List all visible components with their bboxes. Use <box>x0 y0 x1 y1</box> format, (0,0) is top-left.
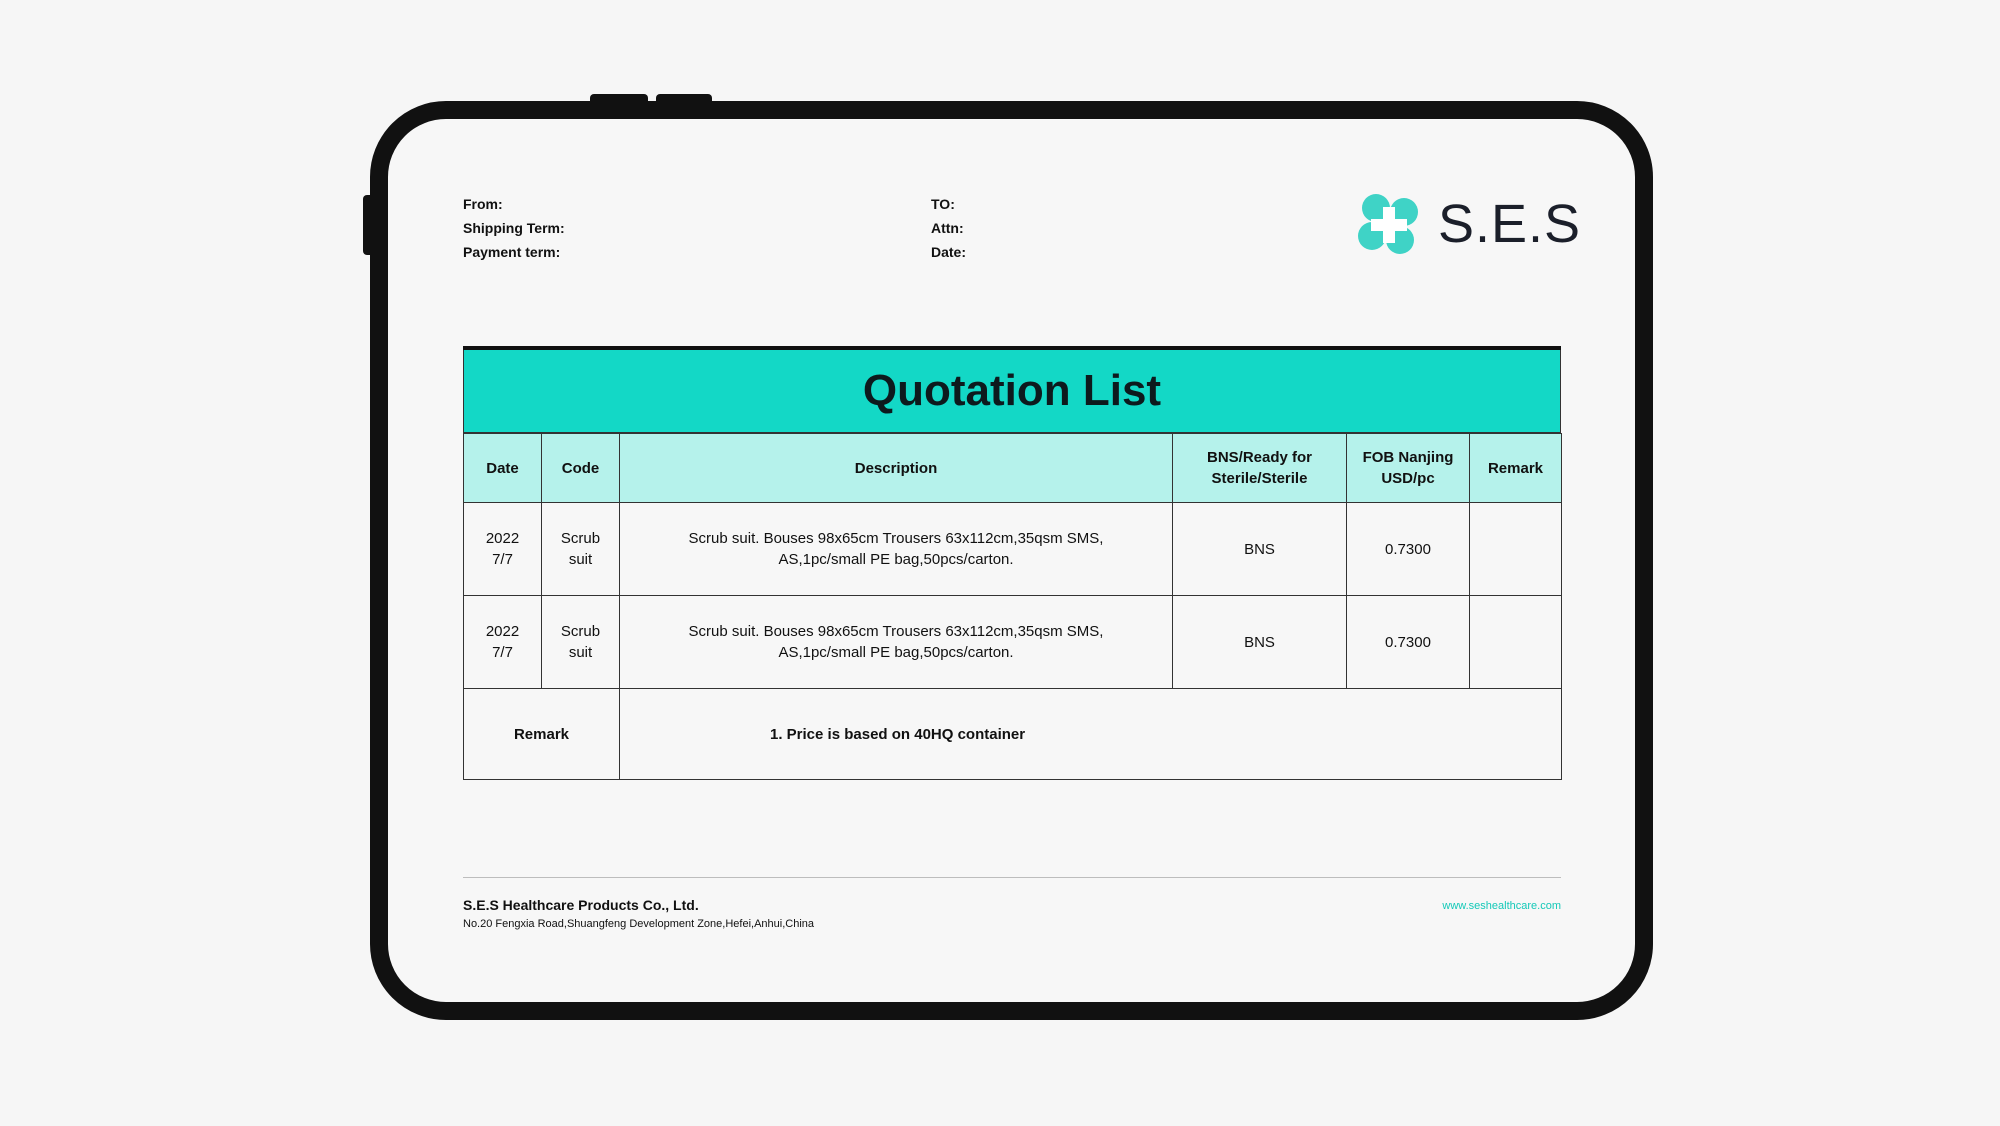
date-day: 7/7 <box>492 551 513 568</box>
medical-cross-clover-icon <box>1352 188 1424 260</box>
description-line: Scrub suit. Bouses 98x65cm Trousers 63x112cm,35qsm SMS, <box>688 623 1104 640</box>
remark-label: Remark <box>464 689 620 780</box>
code-cell <box>542 503 620 596</box>
column-header-code: Code <box>542 434 620 503</box>
price-cell: 0.7300 <box>1347 596 1470 689</box>
recipient-fields <box>931 192 966 264</box>
date-label: Date: <box>931 244 967 260</box>
date-cell <box>464 503 542 596</box>
remark-text: 1. Price is based on 40HQ container <box>620 689 1562 780</box>
column-header-date: Date <box>464 434 542 503</box>
date-cell <box>464 596 542 689</box>
remark-cell <box>1470 596 1562 689</box>
description-cell <box>620 596 1173 689</box>
website-link[interactable]: www.seshealthcare.com <box>1442 900 1561 912</box>
from-label: From: <box>463 196 503 212</box>
table-row <box>464 503 1562 596</box>
code-line: Scrub <box>560 623 601 640</box>
status-cell: BNS <box>1173 503 1347 596</box>
footer-divider <box>463 877 1561 878</box>
code-line: suit <box>568 644 593 661</box>
company-address: No.20 Fengxia Road,Shuangfeng Development Zone,Hefei,Anhui,China <box>463 918 815 930</box>
code-line: suit <box>568 551 593 568</box>
logo-text: S.E.S <box>1438 194 1582 254</box>
date-year: 2022 <box>485 530 520 547</box>
remark-row <box>464 689 1562 780</box>
price-cell: 0.7300 <box>1347 503 1470 596</box>
quotation-table <box>463 346 1561 780</box>
company-logo <box>1352 188 1581 260</box>
remark-cell <box>1470 503 1562 596</box>
column-header-price: FOB Nanjing USD/pc <box>1347 434 1470 503</box>
table-row <box>464 596 1562 689</box>
description-line: Scrub suit. Bouses 98x65cm Trousers 63x112cm,35qsm SMS, <box>688 530 1104 547</box>
status-cell: BNS <box>1173 596 1347 689</box>
code-line: Scrub <box>560 530 601 547</box>
date-day: 7/7 <box>492 644 513 661</box>
quotation-grid <box>463 433 1562 780</box>
quotation-title: Quotation List <box>463 350 1561 433</box>
payment-term-label: Payment term: <box>463 244 561 260</box>
shipping-term-label: Shipping Term: <box>463 220 565 236</box>
column-header-remark: Remark <box>1470 434 1562 503</box>
column-header-description: Description <box>620 434 1173 503</box>
description-line: AS,1pc/small PE bag,50pcs/carton. <box>778 551 1014 568</box>
attn-label: Attn: <box>931 220 964 236</box>
description-line: AS,1pc/small PE bag,50pcs/carton. <box>778 644 1014 661</box>
date-year: 2022 <box>485 623 520 640</box>
sender-fields <box>463 192 565 264</box>
company-name: S.E.S Healthcare Products Co., Ltd. <box>463 897 699 913</box>
description-cell <box>620 503 1173 596</box>
to-label: TO: <box>931 196 955 212</box>
column-header-status: BNS/Ready for Sterile/Sterile <box>1173 434 1347 503</box>
header-row <box>464 434 1562 503</box>
code-cell <box>542 596 620 689</box>
